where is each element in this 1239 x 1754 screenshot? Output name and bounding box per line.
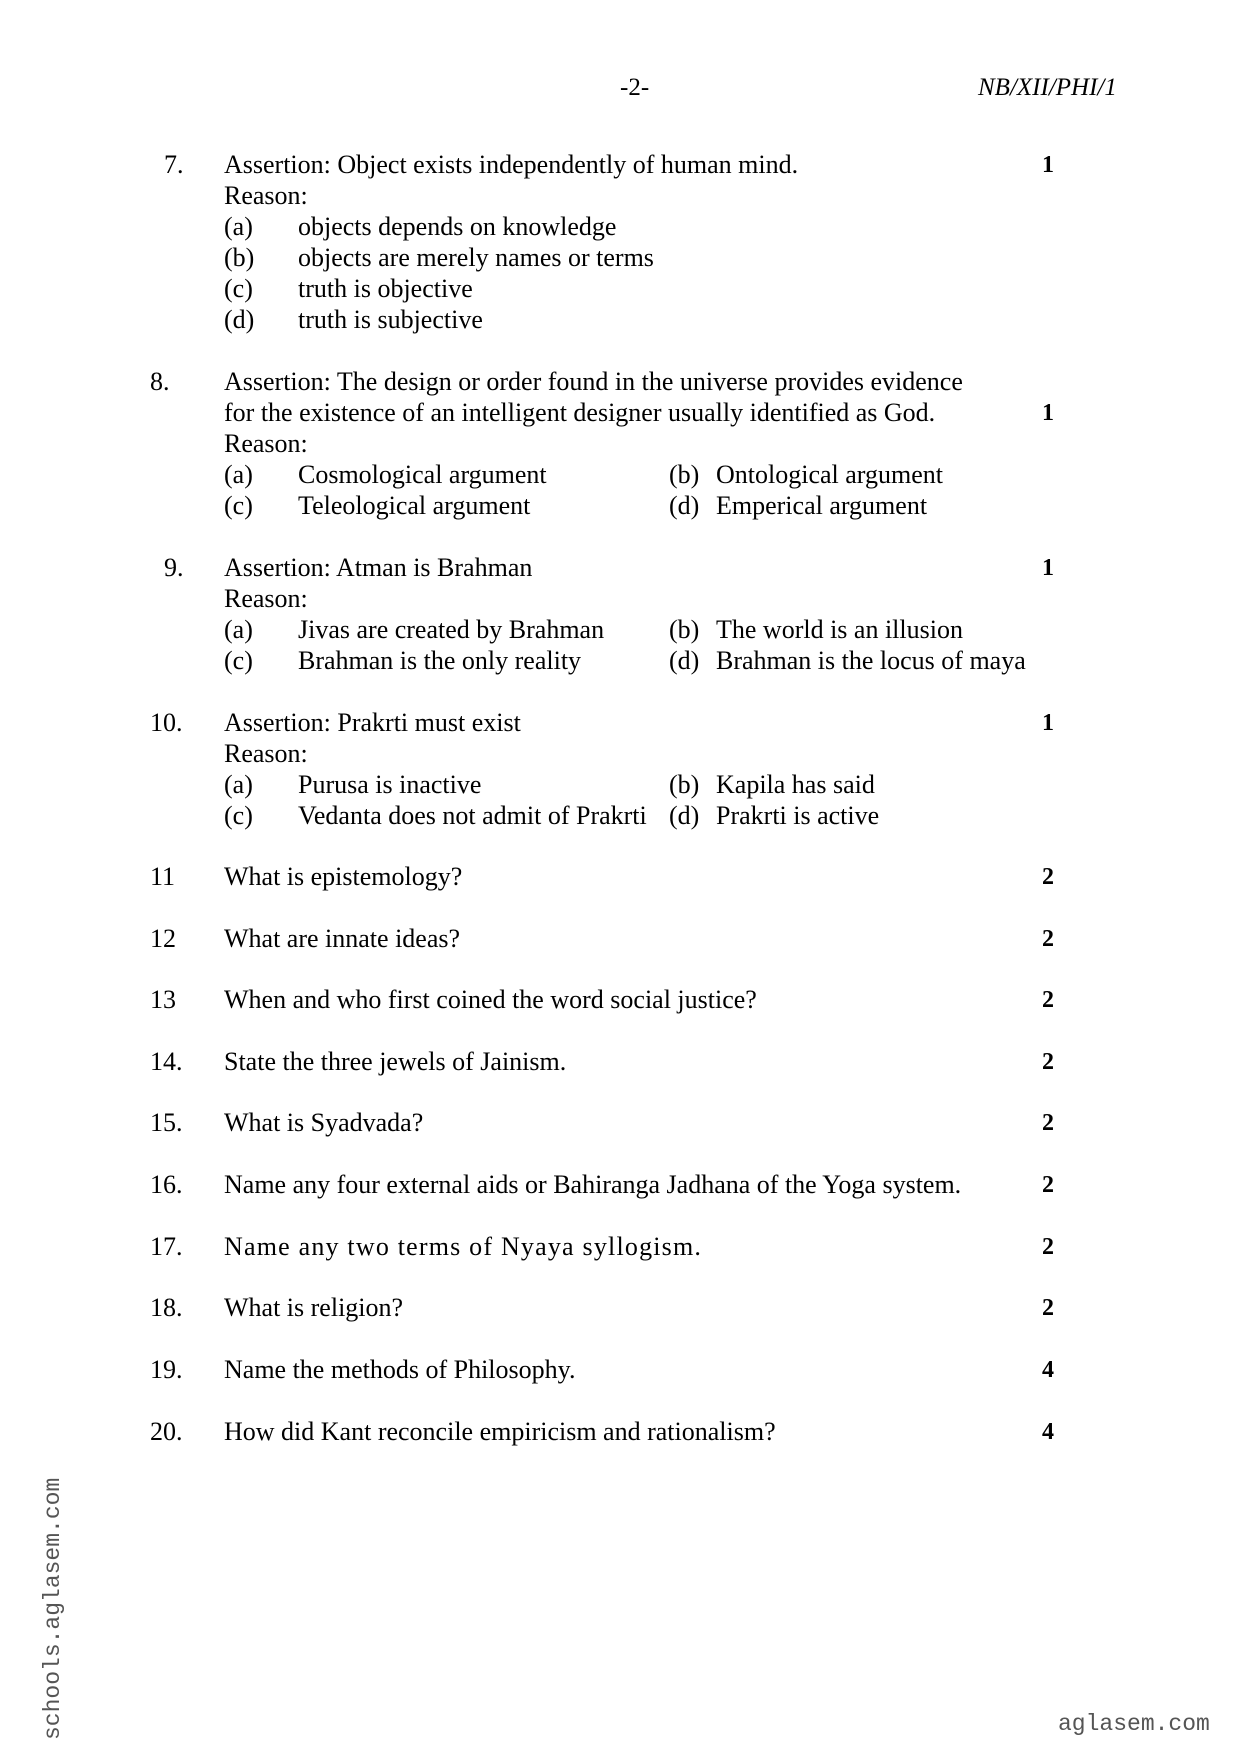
question-number: 18. <box>150 1293 183 1322</box>
question-number: 20. <box>150 1417 183 1446</box>
question-number: 15. <box>150 1108 183 1137</box>
option-text: truth is objective <box>298 274 473 303</box>
option-label: (b) <box>669 770 700 799</box>
question-number: 10. <box>150 708 183 737</box>
marks: 1 <box>1042 152 1054 178</box>
reason-label: Reason: <box>224 181 308 210</box>
option-label: (b) <box>669 615 700 644</box>
assertion-text: for the existence of an intelligent designer usually identified as God. <box>224 398 936 427</box>
option-label: (b) <box>224 243 255 272</box>
reason-label: Reason: <box>224 429 308 458</box>
reason-label: Reason: <box>224 584 308 613</box>
marks: 2 <box>1042 1234 1054 1260</box>
watermark-side: schools.aglasem.com <box>40 1477 66 1740</box>
option-label: (c) <box>224 491 253 520</box>
question-text: Name any two terms of Nyaya syllogism. <box>224 1232 703 1261</box>
question-text: What is epistemology? <box>224 862 463 891</box>
option-text: Purusa is inactive <box>298 770 482 799</box>
option-text: Vedanta does not admit of Prakrti <box>298 801 647 830</box>
option-text: Brahman is the only reality <box>298 646 582 675</box>
marks: 1 <box>1042 710 1054 736</box>
question-text: What are innate ideas? <box>224 924 461 953</box>
marks: 1 <box>1042 555 1054 581</box>
question-number: 8. <box>150 367 170 396</box>
option-label: (d) <box>669 646 700 675</box>
option-label: (d) <box>224 305 255 334</box>
question-text: Name the methods of Philosophy. <box>224 1355 576 1384</box>
assertion-text: Assertion: Atman is Brahman <box>224 553 533 582</box>
option-text: objects depends on knowledge <box>298 212 617 241</box>
reason-label: Reason: <box>224 739 308 768</box>
question-number: 7. <box>164 150 184 179</box>
question-number: 19. <box>150 1355 183 1384</box>
question-number: 12 <box>150 924 176 953</box>
option-label: (d) <box>669 491 700 520</box>
option-text: Emperical argument <box>716 491 928 520</box>
question-number: 13 <box>150 985 176 1014</box>
marks: 2 <box>1042 1110 1054 1136</box>
assertion-text: Assertion: Prakrti must exist <box>224 708 521 737</box>
option-text: The world is an illusion <box>716 615 963 644</box>
question-number: 17. <box>150 1232 183 1261</box>
question-text: How did Kant reconcile empiricism and rationalism? <box>224 1417 776 1446</box>
question-number: 11 <box>150 862 176 891</box>
option-label: (a) <box>224 212 253 241</box>
option-text: Teleological argument <box>298 491 531 520</box>
option-text: Prakrti is active <box>716 801 880 830</box>
option-label: (a) <box>224 615 253 644</box>
question-text: When and who first coined the word social justice? <box>224 985 757 1014</box>
option-text: truth is subjective <box>298 305 483 334</box>
marks: 2 <box>1042 926 1054 952</box>
option-text: Brahman is the locus of maya <box>716 646 1026 675</box>
question-number: 16. <box>150 1170 183 1199</box>
assertion-text: Assertion: Object exists independently of human mind. <box>224 150 799 179</box>
marks: 2 <box>1042 864 1054 890</box>
option-label: (a) <box>224 770 253 799</box>
option-text: Jivas are created by Brahman <box>298 615 605 644</box>
marks: 4 <box>1042 1357 1054 1383</box>
question-text: Name any four external aids or Bahiranga Jadhana of the Yoga system. <box>224 1170 962 1199</box>
marks: 1 <box>1042 400 1054 426</box>
option-label: (c) <box>224 801 253 830</box>
paper-code: NB/XII/PHI/1 <box>978 74 1117 101</box>
question-number: 9. <box>164 553 184 582</box>
option-text: Kapila has said <box>716 770 875 799</box>
assertion-text: Assertion: The design or order found in the universe provides evidence <box>224 367 963 396</box>
question-text: What is religion? <box>224 1293 404 1322</box>
question-text: What is Syadvada? <box>224 1108 424 1137</box>
option-text: Ontological argument <box>716 460 943 489</box>
marks: 4 <box>1042 1419 1054 1445</box>
question-number: 14. <box>150 1047 183 1076</box>
page-number: -2- <box>620 74 650 101</box>
option-label: (c) <box>224 274 253 303</box>
marks: 2 <box>1042 1295 1054 1321</box>
option-label: (a) <box>224 460 253 489</box>
option-text: objects are merely names or terms <box>298 243 654 272</box>
marks: 2 <box>1042 1049 1054 1075</box>
option-label: (b) <box>669 460 700 489</box>
option-label: (d) <box>669 801 700 830</box>
watermark-corner: aglasem.com <box>1058 1711 1210 1737</box>
option-text: Cosmological argument <box>298 460 547 489</box>
marks: 2 <box>1042 1172 1054 1198</box>
marks: 2 <box>1042 987 1054 1013</box>
question-text: State the three jewels of Jainism. <box>224 1047 567 1076</box>
option-label: (c) <box>224 646 253 675</box>
